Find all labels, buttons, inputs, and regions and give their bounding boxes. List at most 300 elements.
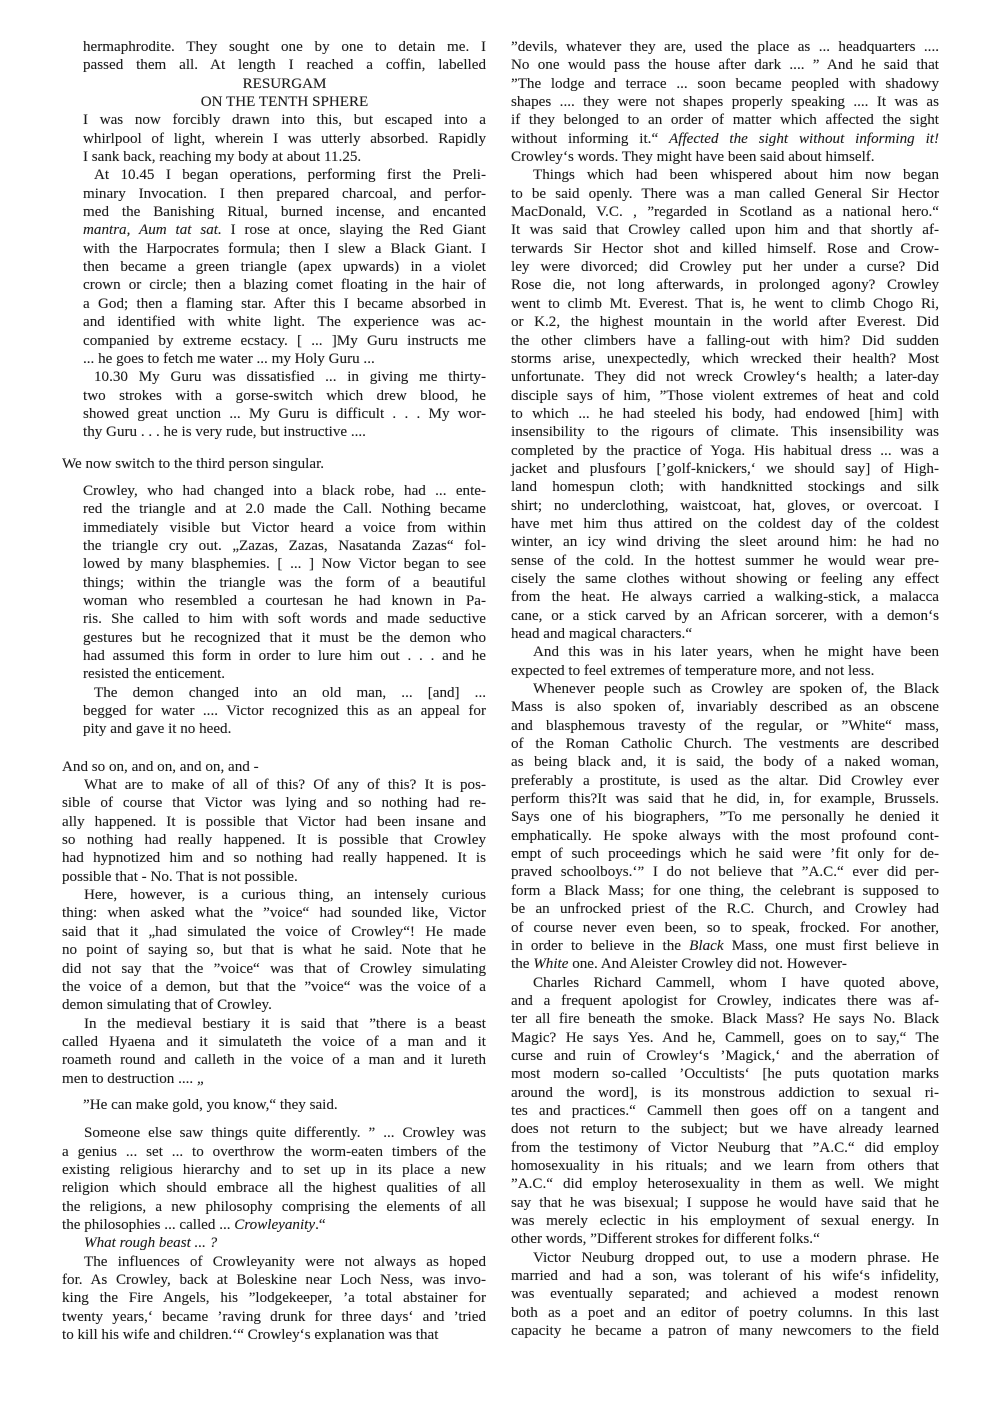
text-segment: the voice of a demon, but that the ”voice“ was the voice of a: [62, 978, 486, 995]
text-line: [511, 1029, 939, 1047]
text-segment: the: [511, 956, 534, 973]
text-line: [62, 1234, 486, 1252]
text-segment: gestures but he recognized that it must be the demon who: [83, 629, 486, 646]
text-line: [62, 758, 486, 776]
text-line: [83, 185, 486, 203]
text-segment: form a Black Mass; for one thing, the celebrant is supposed to: [511, 882, 939, 899]
text-line: [83, 405, 486, 423]
text-line: [511, 863, 939, 881]
text-line: [83, 368, 486, 386]
text-segment: be an unfrocked priest of the R.C. Church, and Crowley had: [511, 901, 939, 918]
text-line: [83, 166, 486, 184]
text-line: [62, 1289, 486, 1307]
text-line: [83, 332, 486, 350]
text-line: [511, 955, 939, 973]
text-segment: and blasphemous travesty of the regular, or ”White“ mass,: [511, 717, 939, 734]
text-segment: both as a poet and an editor of poetry columns. In this last: [511, 1304, 939, 1321]
text-line: [62, 1198, 486, 1216]
text-segment: And so on, and on, and on, and -: [62, 758, 259, 775]
text-segment: ON THE TENTH SPHERE: [200, 94, 369, 111]
text-line: [511, 478, 939, 496]
text-line: [62, 1308, 486, 1326]
text-line: [511, 368, 939, 386]
text-segment: capacity he became a patron of many newcomers to the field: [511, 1323, 939, 1340]
text-line: [83, 38, 486, 56]
italic-text: Affected the sight without informing it!: [669, 130, 940, 147]
text-segment: homosexuality in his rituals; and we learn from others that: [511, 1157, 939, 1174]
text-segment: praved schoolboys.‘” I do not believe that ”A.C.“ ever did per-: [511, 864, 939, 881]
text-segment: ally happened. It is possible that Victor had been insane and: [62, 813, 486, 830]
text-segment: storms arise, unexpectedly, which wrecked their health? Most: [511, 350, 939, 367]
paragraph: [62, 776, 486, 886]
italic-text: What rough beast ... ?: [84, 1235, 218, 1252]
text-segment: winter, an icy wind driving the sleet around him: he had no: [511, 534, 939, 551]
text-line: [511, 643, 939, 661]
text-segment: ”He can make gold, you know,“ they said.: [83, 1096, 338, 1113]
text-line: [83, 423, 486, 441]
text-line: [511, 900, 939, 918]
text-line: [62, 1070, 486, 1088]
text-segment: the religions, a new philosophy comprising the elements of all: [62, 1198, 486, 1215]
text-line: [83, 720, 486, 738]
text-segment: completed by the practice of Yoga. His habitual dress ... was a: [511, 442, 939, 459]
text-segment: Rose die, not long afterwards, in prolonged agony? Crowley: [511, 277, 939, 294]
text-line: [511, 1322, 939, 1340]
italic-text: Black: [689, 937, 724, 954]
text-segment: the other climbers have a falling-out with him? Did sudden: [511, 332, 939, 349]
text-line: [511, 680, 939, 698]
text-line: [83, 1096, 486, 1114]
text-line: [511, 460, 939, 478]
text-segment: existing religious hierarchy and to set up in its place a new: [62, 1161, 486, 1178]
text-segment: then became a green triangle (apex upwards) in a violet: [83, 259, 486, 276]
text-segment: ... he goes to fetch me water ... my Holy Guru ...: [83, 350, 375, 367]
text-segment: and identified with white light. The experience was ac-: [83, 314, 486, 331]
text-segment: shirt; no underclothing, waistcoat, hat, gloves, or overcoat. I: [511, 497, 939, 514]
text-line: [511, 882, 939, 900]
text-segment: It was said that Crowley called upon him and that shortly af-: [511, 222, 939, 239]
text-line: [83, 537, 486, 555]
text-segment: and a frequent apologist for Crowley, indicates there was af-: [511, 992, 939, 1009]
text-segment: hermaphrodite. They sought one by one to detain me. I: [83, 39, 486, 55]
text-line: [511, 221, 939, 239]
text-segment: lowed by many blasphemies. [ ... ] Now Victor began to see: [83, 556, 486, 573]
text-line: [511, 753, 939, 771]
quote-block: [83, 684, 486, 739]
text-line: [62, 776, 486, 794]
text-segment: unfortunate. They did not wreck Crowley‘s health; a later-day: [511, 369, 939, 386]
text-segment: med the Banishing Ritual, burned incense, and encanted: [83, 204, 486, 221]
text-line: [83, 574, 486, 592]
text-line: [83, 610, 486, 628]
text-line: [511, 1267, 939, 1285]
text-segment: I sank back, reaching my body at about 11.25.: [83, 149, 362, 166]
text-segment: roameth round and calleth in the voice of a man and it lureth: [62, 1052, 486, 1069]
text-segment: Charles Richard Cammell, whom I have quoted above,: [533, 974, 939, 991]
text-segment: terwards Sir Hector shot and killed himself. Rose and Crow-: [511, 240, 939, 257]
text-line: [83, 221, 486, 239]
text-segment: so nothing had really happened. It is possible that Crowley: [62, 832, 486, 849]
text-line: [62, 1124, 486, 1142]
text-segment: red the triangle and at 2.0 made the Call. Nothing became: [83, 501, 486, 518]
text-line: [83, 629, 486, 647]
text-segment: minary Invocation. I then prepared charcoal, and perfor-: [83, 185, 486, 202]
text-line: [511, 790, 939, 808]
text-segment: insensibility to the rigours of climate. This insensibility was: [511, 424, 939, 441]
text-line: [62, 1216, 486, 1234]
italic-text: Crowleyanity: [234, 1216, 316, 1233]
text-line: [62, 960, 486, 978]
text-segment: emphatically. He spoke always with the most profound cont-: [511, 827, 939, 844]
text-line: [62, 794, 486, 812]
text-segment: was eventually separated; and achieved a modest renown: [511, 1286, 939, 1303]
paragraph: [62, 1015, 486, 1088]
text-segment: ”devils, whatever they are, used the place as ... headquarters ....: [511, 39, 939, 55]
text-line: [62, 1161, 486, 1179]
text-line: [511, 1212, 939, 1230]
text-line: [511, 387, 939, 405]
text-segment: cisely the same clothes without showing or feeling any effect: [511, 570, 939, 587]
text-line: [83, 258, 486, 276]
text-line: [511, 1102, 939, 1120]
text-segment: Mass, one must first believe in: [723, 937, 940, 954]
text-line: [83, 555, 486, 573]
text-segment: was merely eclectic in his employment of sexual energy. In: [511, 1213, 939, 1229]
text-line: [83, 702, 486, 720]
paragraph: [62, 886, 486, 1014]
text-line: [83, 111, 486, 129]
text-line: [83, 519, 486, 537]
text-segment: I was now forcibly drawn into this, but escaped into a: [83, 112, 486, 129]
text-segment: of course never even been, so to speak, frocked. For another,: [511, 919, 939, 936]
paragraph: [511, 974, 939, 1249]
text-segment: no point of saying so, but that is what he said. Note that he: [62, 942, 486, 959]
text-segment: ”A.C.“ did employ heterosexuality in them as well. We might: [511, 1176, 939, 1193]
text-segment: crown or circle; then a blazing comet floating in the hair of: [83, 277, 486, 294]
text-segment: as being black and, it is said, the body of a naked woman,: [511, 754, 939, 771]
text-line: [511, 1157, 939, 1175]
text-line: [83, 647, 486, 665]
text-segment: called Hyaena and it simulateth the voice of a man and it: [62, 1033, 486, 1050]
text-line: [62, 868, 486, 886]
text-segment: other words, ”Different strokes for different folks.“: [511, 1231, 820, 1248]
text-line: [83, 350, 486, 368]
text-segment: went to climb Mt. Everest. That is, he went to climb Chogo Ri,: [511, 295, 939, 312]
text-line: [62, 1253, 486, 1271]
text-segment: showed great unction ... My Guru is difficult . . . My wor-: [83, 405, 486, 422]
text-line: [511, 1084, 939, 1102]
text-line: [511, 1010, 939, 1028]
quote-block: [83, 166, 486, 368]
centered-heading: [83, 93, 486, 111]
text-line: [511, 1047, 939, 1065]
text-segment: for. As Crowley, back at Boleskine near Loch Ness, was invo-: [62, 1272, 486, 1288]
text-segment: had assumed this form in order to lure him out . . . and he: [83, 648, 486, 664]
text-segment: At 10.45 I began operations, performing first the Preli-: [94, 167, 486, 184]
text-segment: I rose at once, slaying the Red Giant: [221, 222, 486, 239]
text-segment: And this was in his later years, when he might have been: [533, 644, 939, 661]
text-line: [83, 295, 486, 313]
text-line: [511, 1249, 939, 1267]
text-segment: resisted the enticement.: [83, 666, 226, 683]
text-segment: expected to feel extremes of temperature more, and not less.: [511, 662, 875, 679]
text-segment: disciple says of him, ”Those violent extremes of heat and cold: [511, 387, 939, 404]
text-line: [511, 515, 939, 533]
text-segment: Crowley, who had changed into a black robe, had ... ente-: [83, 482, 486, 499]
text-line: [511, 552, 939, 570]
text-segment: The influences of Crowleyanity were not always as hoped: [84, 1253, 486, 1270]
text-segment: king the Fire Angels, his ”lodgekeeper, ’a total abstainer for: [62, 1290, 486, 1307]
text-line: [511, 1175, 939, 1193]
text-segment: whirlpool of light, wherein I was utterly absorbed. Rapidly: [83, 130, 486, 147]
text-segment: ris. She called to him with soft words and made seductive: [83, 611, 486, 628]
text-segment: 10.30 My Guru was dissatisfied ... in giving me thirty-: [94, 369, 486, 386]
text-line: [62, 455, 486, 473]
left-column: [62, 38, 486, 1344]
text-segment: said that it „had simulated the voice of Crowley“! He made: [62, 923, 486, 940]
text-segment: pity and gave it no heed.: [83, 721, 232, 738]
quote-block: [83, 1096, 486, 1114]
text-segment: immediately visible but Victor heard a voice from within: [83, 519, 486, 536]
text-line: [511, 588, 939, 606]
text-line: [62, 941, 486, 959]
text-line: [83, 75, 486, 93]
text-segment: ley were divorced; did Crowley put her under a curse? Did: [511, 259, 939, 276]
text-line: [62, 1326, 486, 1344]
text-segment: Here, however, is a curious thing, an intensely curious: [84, 887, 486, 904]
text-segment: cane, or a stick carved by an African sorcerer, with a demon‘s: [511, 607, 939, 624]
text-line: [511, 992, 939, 1010]
text-segment: empt of such proceedings which he said were ’fit only for de-: [511, 846, 939, 863]
text-segment: does not return to the subject; but we have already learned: [511, 1121, 939, 1138]
text-segment: say that he was bisexual; I suppose he would have said that he: [511, 1194, 939, 1211]
text-line: [511, 717, 939, 735]
text-segment: from the testimony of Victor Neuburg that ”A.C.“ did employ: [511, 1139, 939, 1156]
text-segment: sense of the cold. In the hottest summer he would wear pre-: [511, 552, 939, 569]
text-line: [62, 1015, 486, 1033]
text-segment: jacket and plusfours [’golf-knickers,‘ we should say] of High-: [511, 460, 939, 477]
text-segment: woman who resembled a courtesan he had known in Pa-: [83, 592, 486, 609]
text-line: [511, 75, 939, 93]
text-segment: Victor Neuburg dropped out, to use a modern phrase. He: [533, 1249, 939, 1266]
text-segment: Says one of his biographers, ”To me personally he denied it: [511, 809, 939, 826]
text-line: [62, 886, 486, 904]
text-segment: a God; then a flaming star. After this I became absorbed in: [83, 295, 486, 312]
text-segment: two strokes with a gorse-switch which drew blood, he: [83, 387, 486, 404]
text-line: [62, 978, 486, 996]
text-line: [511, 276, 939, 294]
italic-text: mantra, Aum tat sat.: [83, 222, 222, 239]
paragraph: [511, 38, 939, 166]
text-segment: sible of course that Victor was lying and so nothing had re-: [62, 795, 486, 812]
text-segment: What are to make of all of this? Of any of this? It is pos-: [84, 777, 486, 794]
text-line: [511, 93, 939, 111]
paragraph: [62, 758, 486, 776]
text-segment: begged for water .... Victor recognized this as an appeal for: [83, 703, 486, 720]
text-line: [62, 1143, 486, 1161]
text-line: [511, 845, 939, 863]
text-segment: a genius ... set ... to overthrow the worm-eaten timbers of the: [62, 1143, 486, 1160]
text-line: [511, 827, 939, 845]
text-line: [511, 258, 939, 276]
text-segment: No one would pass the house after dark .... ” And he said that: [511, 57, 939, 74]
text-segment: of the Roman Catholic Church. The vestments are described: [511, 736, 939, 753]
text-line: [83, 240, 486, 258]
paragraph: [511, 643, 939, 680]
paragraph: [62, 1124, 486, 1234]
paragraph: [62, 1253, 486, 1345]
text-segment: had hypnotized him and so nothing had really happened. It is: [62, 850, 486, 867]
text-segment: companied by extreme ecstacy. [ ... ]My Guru instructs me: [83, 332, 486, 349]
text-line: [62, 1051, 486, 1069]
text-segment: passed them all. At length I reached a coffin, labelled: [83, 57, 486, 74]
text-segment: preferably a prostitute, is used as the altar. Did Crowley ever: [511, 772, 939, 789]
text-line: [511, 698, 939, 716]
text-segment: Things which had been whispered about him now began: [533, 167, 939, 184]
text-segment: to which ... he had steeled his body, had endowed [him] with: [511, 405, 939, 422]
text-line: [62, 831, 486, 849]
text-line: [511, 313, 939, 331]
text-segment: religion which should embrace all the highest qualities of all: [62, 1180, 486, 1197]
text-segment: The demon changed into an old man, ... [and] ...: [94, 684, 486, 701]
text-line: [83, 482, 486, 500]
text-line: [83, 276, 486, 294]
text-line: [511, 735, 939, 753]
text-line: [62, 1033, 486, 1051]
text-line: [511, 405, 939, 423]
text-line: [511, 56, 939, 74]
text-line: [511, 919, 939, 937]
text-segment: ter all fire beneath the smoke. Black Mass? He says No. Black: [511, 1011, 939, 1028]
text-line: [511, 295, 939, 313]
text-line: [511, 130, 939, 148]
text-line: [511, 1065, 939, 1083]
text-segment: twenty years,‘ became ’raving drunk for three days‘ and ’tried: [62, 1308, 486, 1325]
text-line: [83, 313, 486, 331]
text-line: [511, 332, 939, 350]
text-line: [511, 1120, 939, 1138]
paragraph: [511, 680, 939, 974]
text-segment: did not say that the ”voice“ was that of Crowley simulating: [62, 960, 486, 977]
text-line: [511, 570, 939, 588]
text-segment: tes and practices.“ Cammell then goes off on a tangent and: [511, 1102, 939, 1119]
text-line: [83, 56, 486, 74]
text-line: [511, 185, 939, 203]
text-segment: Crowley‘s words. They might have been said about himself.: [511, 149, 875, 166]
text-segment: around the word], is its monstrous addiction to sexual ri-: [511, 1084, 939, 1101]
text-line: [83, 148, 486, 166]
text-line: [511, 937, 939, 955]
text-line: [511, 148, 939, 166]
quote-block: [83, 111, 486, 166]
text-segment: .“: [315, 1216, 326, 1233]
text-segment: We now switch to the third person singular.: [62, 455, 325, 472]
text-line: [83, 684, 486, 702]
text-line: [62, 849, 486, 867]
text-segment: In the medieval bestiary it is said that ”there is a beast: [84, 1015, 486, 1032]
text-line: [62, 923, 486, 941]
paragraph: [62, 455, 486, 473]
text-line: [511, 1139, 939, 1157]
text-segment: men to destruction .... „: [62, 1070, 204, 1087]
text-line: [511, 240, 939, 258]
text-line: [511, 808, 939, 826]
text-segment: shapes .... they were not shapes properly speaking .... It was as: [511, 94, 939, 111]
text-segment: curse and ruin of Crowley‘s ’Magick,‘ and the aberration of: [511, 1047, 939, 1064]
text-segment: if they belonged to an order of matter which affected the sight: [511, 112, 939, 129]
text-line: [511, 38, 939, 56]
text-segment: ”The lodge and terrace ... soon became peopled with shadowy: [511, 75, 939, 92]
text-line: [511, 607, 939, 625]
text-segment: thy Guru . . . he is very rude, but instructive ....: [83, 424, 366, 441]
text-segment: or K.2, the highest mountain in the world after Everest. Did: [511, 314, 939, 331]
text-line: [62, 996, 486, 1014]
text-line: [83, 130, 486, 148]
text-line: [511, 1304, 939, 1322]
text-segment: with the Harpocrates formula; then I slew a Black Giant. I: [83, 240, 486, 257]
text-line: [62, 813, 486, 831]
text-segment: Whenever people such as Crowley are spoken of, the Black: [533, 681, 939, 698]
text-segment: from the heat. He always carried a walking-stick, a malacca: [511, 589, 939, 606]
text-line: [511, 974, 939, 992]
text-segment: perform this?It was said that he did, in, for example, Brussels.: [511, 791, 939, 808]
right-column: [511, 38, 939, 1340]
text-segment: thing: when asked what the ”voice“ had sounded like, Victor: [62, 905, 486, 922]
text-line: [511, 497, 939, 515]
quote-block: [83, 38, 486, 75]
text-segment: possible that - No. That is not possible.: [62, 868, 298, 885]
text-line: [62, 1271, 486, 1289]
text-line: [511, 1285, 939, 1303]
text-segment: Mass is also spoken of, invariably described as an obscene: [511, 699, 939, 716]
text-line: [511, 111, 939, 129]
text-segment: land homespun cloth; with handknitted stockings and silk: [511, 479, 939, 496]
text-line: [511, 350, 939, 368]
text-line: [83, 500, 486, 518]
text-line: [511, 1194, 939, 1212]
quote-block: [83, 368, 486, 441]
paragraph: [511, 166, 939, 643]
text-line: [511, 166, 939, 184]
paragraph: [511, 1249, 939, 1341]
text-line: [83, 203, 486, 221]
text-line: [511, 625, 939, 643]
text-line: [511, 1230, 939, 1248]
text-segment: in order to believe in the: [511, 937, 690, 954]
text-line: [62, 904, 486, 922]
text-line: [511, 442, 939, 460]
text-segment: most modern so-called ’Occultists‘ [he puts quotation marks: [511, 1066, 939, 1083]
text-line: [83, 592, 486, 610]
text-segment: demon simulating that of Crowley.: [62, 997, 272, 1014]
text-segment: Magic? He says Yes. And he, Cammell, goes on to say,“ The: [511, 1029, 939, 1046]
text-segment: MacDonald, V.C. , ”regarded in Scotland as a national hero.“: [511, 204, 939, 221]
text-line: [83, 93, 486, 111]
paragraph: [62, 1234, 486, 1252]
text-line: [83, 387, 486, 405]
text-segment: to kill his wife and children.‘“ Crowley‘s explanation was that: [62, 1327, 439, 1344]
text-segment: RESURGAM: [242, 75, 327, 92]
text-segment: have met him thus attired on the coldest day of the coldest: [511, 515, 939, 532]
italic-text: White: [533, 956, 569, 973]
text-segment: head and magical characters.“: [511, 626, 693, 642]
text-segment: one. And Aleister Crowley did not. However-: [568, 956, 847, 973]
text-segment: Someone else saw things quite differently. ” ... Crowley was: [84, 1125, 486, 1142]
text-segment: the philosophies ... called ...: [62, 1216, 235, 1233]
text-segment: without informing it.“: [511, 130, 670, 147]
text-segment: things; within the triangle was the form of a beautiful: [83, 574, 486, 591]
text-line: [511, 533, 939, 551]
